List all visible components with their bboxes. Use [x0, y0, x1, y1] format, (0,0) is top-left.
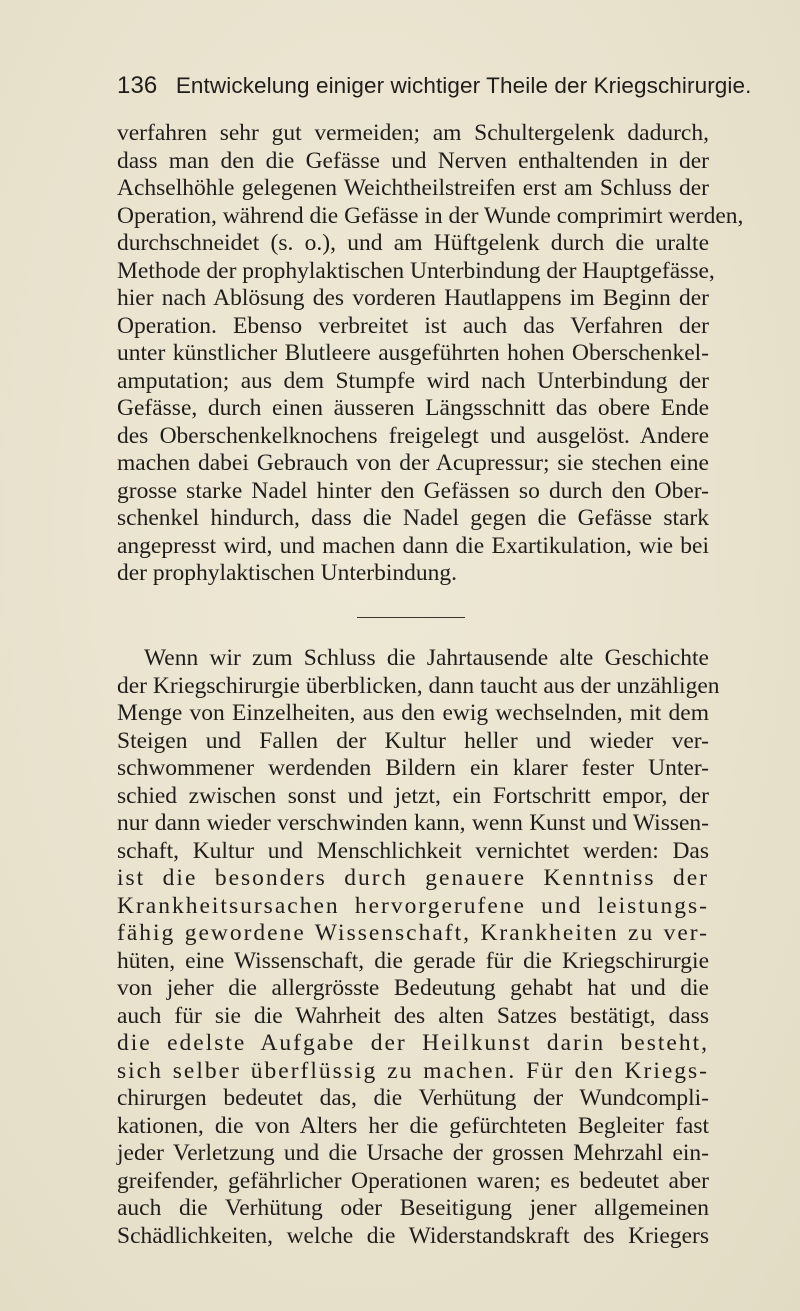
text-line: Wenn wir zum Schluss die Jahrtausende alte Geschichte [144, 645, 709, 671]
text-line: der prophylaktischen Unterbindung. [117, 560, 458, 586]
text-line: des Oberschenkelknochens freigelegt und ausgelöst. Andere [117, 422, 709, 449]
text-line: verfahren sehr gut vermeiden; am Schultergelenk dadurch, [117, 120, 709, 146]
text-line: auch für sie die Wahrheit des alten Satzes bestätigt, dass [117, 1002, 709, 1029]
text-line: unter künstlicher Blutleere ausgeführten hohen Oberschenkel- [117, 340, 709, 366]
text-line: dass man den die Gefässe und Nerven enthaltenden in der [117, 147, 709, 174]
text-line: schwommener werdenden Bildern ein klarer fester Unter- [117, 755, 709, 781]
text-line: Steigen und Fallen der Kultur heller und wieder ver- [117, 727, 709, 754]
text-line: die edelste Aufgabe der Heilkunst darin besteht, [117, 1030, 709, 1056]
text-line: schaft, Kultur und Menschlichkeit vernichtet werden: Das [117, 837, 709, 864]
paragraph-2 [117, 645, 720, 1250]
paragraph-1 [117, 120, 744, 588]
text-line: jeder Verletzung und die Ursache der grossen Mehrzahl ein- [117, 1140, 709, 1166]
running-title: Entwickelung einiger wichtiger Theile der Kriegschirurgie. [175, 73, 752, 98]
text-line: auch die Verhütung oder Beseitigung jener allgemeinen [117, 1195, 709, 1221]
text-line: sich selber überflüssig zu machen. Für den Kriegs- [117, 1057, 709, 1084]
text-line: amputation; aus dem Stumpfe wird nach Unterbindung der [117, 367, 709, 394]
text-line: von jeher die allergrösste Bedeutung gehabt hat und die [117, 975, 709, 1001]
text-line: nur dann wieder verschwinden kann, wenn Kunst und Wissen- [117, 810, 709, 836]
text-line: angepresst wird, und machen dann die Exartikulation, wie bei [117, 532, 709, 559]
text-line: chirurgen bedeutet das, die Verhütung der Wundcompli- [117, 1085, 709, 1111]
text-line: Krankheitsursachen hervorgerufene und leistungs- [117, 892, 709, 919]
text-line: schenkel hindurch, dass die Nadel gegen die Gefässe stark [117, 505, 709, 531]
text-line: machen dabei Gebrauch von der Acupressur; sie stechen eine [117, 450, 709, 476]
text-line: Operation, während die Gefässe in der Wunde comprimirt werden, [117, 202, 744, 229]
text-line: grosse starke Nadel hinter den Gefässen so durch den Ober- [117, 477, 709, 504]
text-line: Achselhöhle gelegenen Weichtheilstreifen erst am Schluss der [117, 175, 709, 201]
page-header [117, 70, 752, 100]
text-line: durchschneidet (s. o.), und am Hüftgelenk durch die uralte [117, 230, 709, 256]
text-line: kationen, die von Alters her die gefürchteten Begleiter fast [117, 1112, 709, 1139]
text-line: hüten, eine Wissenschaft, die gerade für die Kriegschirurgie [117, 947, 709, 974]
text-line: greifender, gefährlicher Operationen waren; es bedeutet aber [117, 1167, 709, 1194]
text-line: Operation. Ebenso verbreitet ist auch das Verfahren der [117, 312, 709, 339]
text-line: Gefässe, durch einen äusseren Längsschnitt das obere Ende [117, 395, 709, 421]
text-line: Schädlichkeiten, welche die Widerstandskraft des Kriegers [117, 1222, 709, 1249]
text-line: fähig gewordene Wissenschaft, Krankheiten zu ver- [117, 920, 709, 946]
text-line: Menge von Einzelheiten, aus den ewig wechselnden, mit dem [117, 700, 709, 726]
section-separator [357, 617, 465, 618]
text-line: Methode der prophylaktischen Unterbindung der Hauptgefässe, [117, 257, 715, 284]
page-number: 136 [117, 72, 158, 99]
text-line: ist die besonders durch genauere Kenntniss der [117, 865, 709, 891]
text-line: der Kriegschirurgie überblicken, dann taucht aus der unzähligen [117, 672, 720, 699]
text-line: hier nach Ablösung des vorderen Hautlappens im Beginn der [117, 285, 709, 311]
text-line: schied zwischen sonst und jetzt, ein Fortschritt empor, der [117, 782, 709, 809]
